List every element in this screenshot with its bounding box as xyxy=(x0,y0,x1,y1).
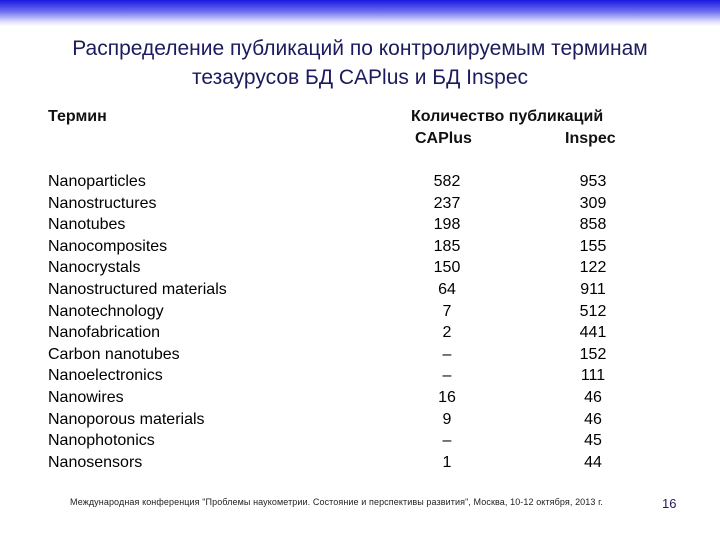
top-gradient-band xyxy=(0,0,720,26)
row-caplus-count: – xyxy=(442,345,452,363)
row-inspec-count: 152 xyxy=(579,345,607,363)
row-caplus-count: – xyxy=(442,432,452,450)
row-inspec-count: 155 xyxy=(579,237,607,255)
row-inspec-count: 46 xyxy=(584,410,602,428)
row-caplus-count: 16 xyxy=(438,388,456,406)
column-header-count: Количество публикаций xyxy=(411,108,604,125)
row-term: Nanostructures xyxy=(48,194,157,212)
table-row xyxy=(0,387,720,409)
row-inspec-count: 441 xyxy=(579,324,607,342)
row-inspec-count: 45 xyxy=(584,432,602,450)
row-term: Nanosensors xyxy=(48,453,143,471)
row-term: Nanotechnology xyxy=(48,302,164,320)
publication-table xyxy=(0,171,720,473)
row-caplus-count: 237 xyxy=(433,194,461,212)
table-row xyxy=(0,452,720,474)
row-inspec-count: 911 xyxy=(580,280,606,298)
row-inspec-count: 309 xyxy=(579,194,607,212)
table-row xyxy=(0,171,720,193)
column-header-term: Термин xyxy=(48,108,107,125)
row-caplus-count: – xyxy=(442,367,452,385)
table-row xyxy=(0,430,720,452)
row-caplus-count: 7 xyxy=(442,302,452,320)
column-header-caplus: CAPlus xyxy=(415,130,472,147)
row-term: Nanoparticles xyxy=(48,173,146,190)
row-term: Nanocrystals xyxy=(48,259,141,277)
table-row xyxy=(0,409,720,431)
row-term: Nanoporous materials xyxy=(48,410,205,428)
row-term: Nanoelectronics xyxy=(48,367,163,385)
row-term: Nanotubes xyxy=(48,216,126,234)
row-caplus-count: 582 xyxy=(433,173,461,190)
table-row xyxy=(0,344,720,366)
table-row xyxy=(0,322,720,344)
slide-title-line2: тезаурусов БД CAPlus и БД Inspec xyxy=(191,66,529,89)
row-caplus-count: 185 xyxy=(433,237,461,255)
row-term: Nanocomposites xyxy=(48,237,168,255)
row-caplus-count: 9 xyxy=(442,410,452,428)
slide-title-line1: Распределение публикаций по контролируемым терминам xyxy=(72,37,648,60)
row-inspec-count: 122 xyxy=(579,259,607,277)
table-row xyxy=(0,279,720,301)
row-term: Nanofabrication xyxy=(48,324,161,342)
table-row xyxy=(0,193,720,215)
row-inspec-count: 858 xyxy=(579,216,607,234)
row-term: Nanostructured materials xyxy=(48,280,227,298)
row-caplus-count: 150 xyxy=(433,259,461,277)
table-row xyxy=(0,214,720,236)
row-inspec-count: 953 xyxy=(579,173,607,190)
slide-title xyxy=(0,34,720,92)
footer-conference: Международная конференция "Проблемы наукометрии. Состояние и перспективы развития", Москва, 10-12 октября, 2013 г. xyxy=(70,497,603,507)
row-caplus-count: 2 xyxy=(442,324,452,342)
page-number: 16 xyxy=(662,496,677,511)
row-inspec-count: 44 xyxy=(584,453,602,471)
table-row xyxy=(0,301,720,323)
row-inspec-count: 111 xyxy=(580,367,606,385)
table-row xyxy=(0,236,720,258)
column-header-inspec: Inspec xyxy=(565,130,616,147)
row-caplus-count: 64 xyxy=(438,280,456,298)
row-term: Nanophotonics xyxy=(48,432,155,450)
row-caplus-count: 1 xyxy=(442,453,452,471)
table-row xyxy=(0,257,720,279)
row-term: Nanowires xyxy=(48,388,124,406)
row-inspec-count: 46 xyxy=(584,388,602,406)
table-row xyxy=(0,365,720,387)
row-term: Carbon nanotubes xyxy=(48,345,180,363)
row-caplus-count: 198 xyxy=(433,216,461,234)
row-inspec-count: 512 xyxy=(579,302,607,320)
